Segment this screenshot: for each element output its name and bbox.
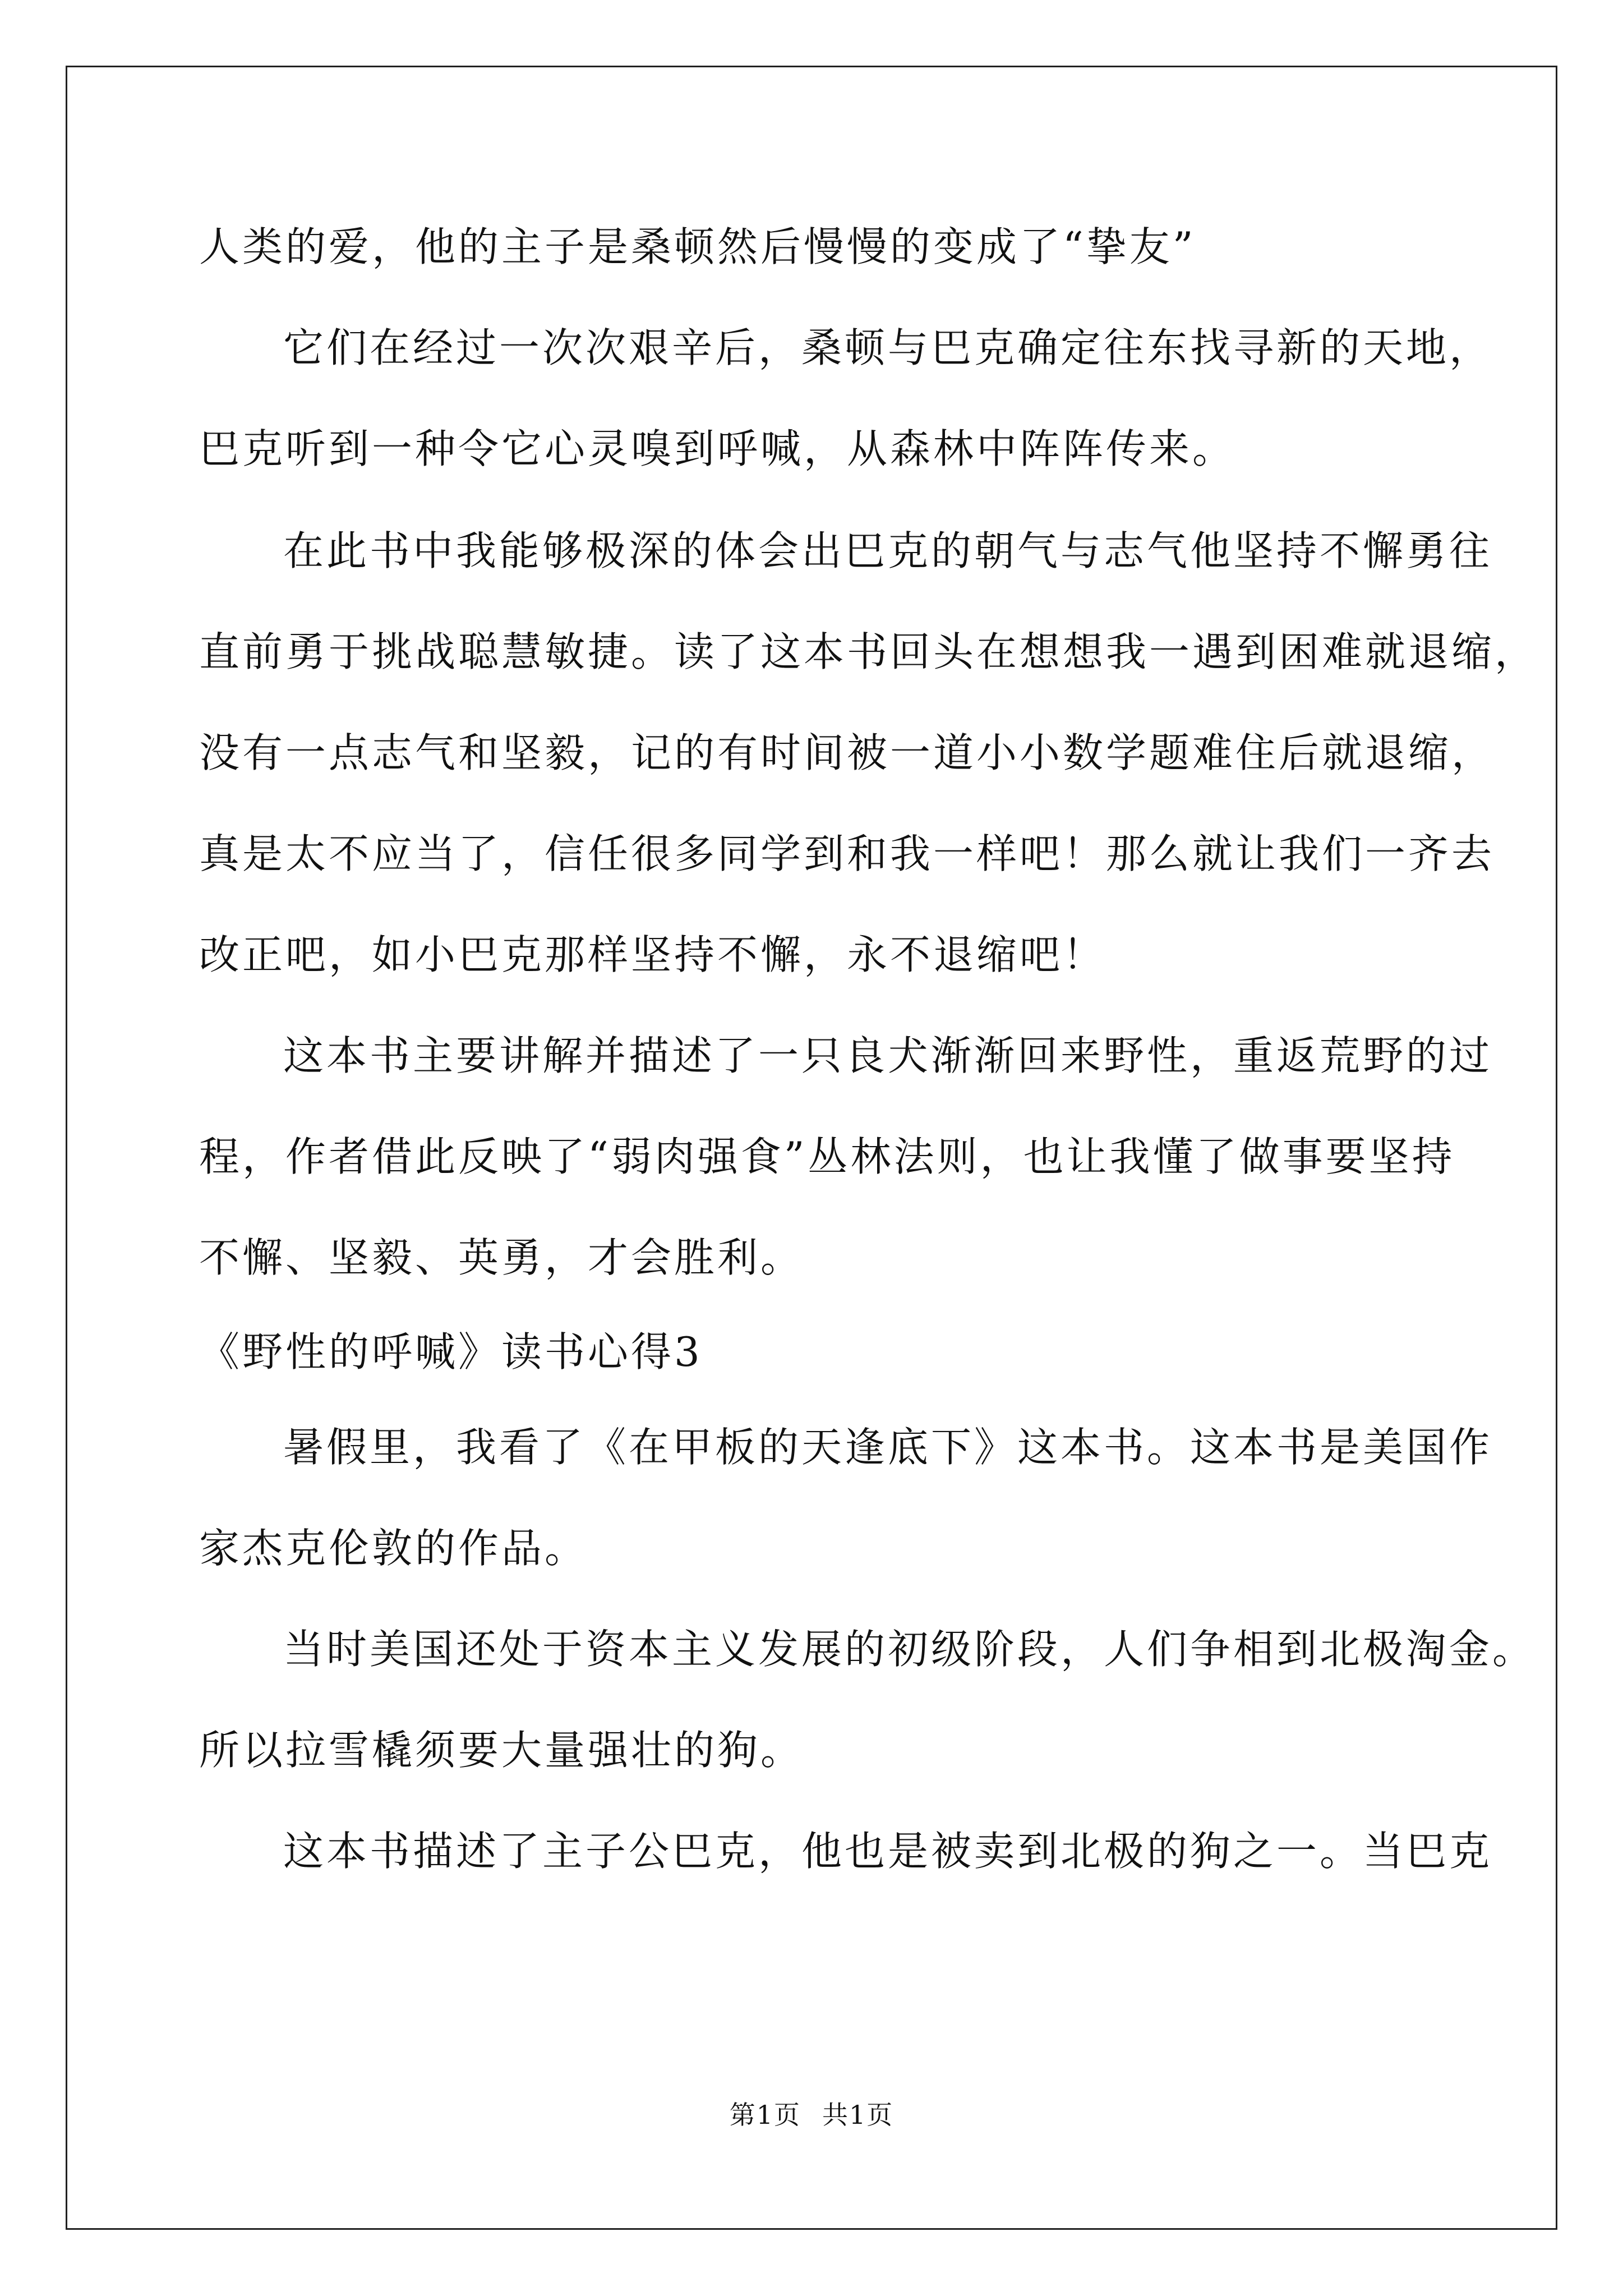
- page-footer: [0, 2098, 1623, 2132]
- text-line: 家杰克伦敦的作品。: [199, 1525, 588, 1572]
- text-line: 不懈、坚毅、英勇，才会胜利。: [199, 1234, 804, 1281]
- text-line: 在此书中我能够极深的体会出巴克的朝气与志气他坚持不懈勇往: [283, 527, 1493, 574]
- text-line: 改正吧，如小巴克那样坚持不懈，永不退缩吧！: [199, 931, 1106, 978]
- text-line: 真是太不应当了，信任很多同学到和我一样吧！那么就让我们一齐去: [199, 830, 1495, 877]
- text-line: 所以拉雪橇须要大量强壮的狗。: [199, 1727, 804, 1774]
- text-line: 这本书描述了主子公巴克，他也是被卖到北极的狗之一。当巴克: [283, 1828, 1493, 1875]
- text-line: 暑假里，我看了《在甲板的天逢底下》这本书。这本书是美国作: [283, 1424, 1493, 1471]
- page-number: 第1页: [729, 2100, 801, 2130]
- page-total: 共1页: [822, 2100, 894, 2130]
- text-line: 当时美国还处于资本主义发展的初级阶段，人们争相到北极淘金。: [283, 1626, 1536, 1673]
- text-line: 直前勇于挑战聪慧敏捷。读了这本书回头在想想我一遇到困难就退缩，: [199, 628, 1538, 675]
- section-heading: 《野性的呼喊》读书心得3: [199, 1328, 703, 1375]
- text-line: 人类的爱，他的主子是桑顿然后慢慢的变成了“挚友”: [199, 223, 1196, 270]
- text-line: 巴克听到一种令它心灵嗅到呼喊，从森林中阵阵传来。: [199, 425, 1236, 472]
- text-line: 没有一点志气和坚毅，记的有时间被一道小小数学题难住后就退缩，: [199, 729, 1495, 776]
- text-line: 它们在经过一次次艰辛后，桑顿与巴克确定往东找寻新的天地，: [283, 324, 1493, 371]
- text-line: 程，作者借此反映了“弱肉强食”丛林法则，也让我懂了做事要坚持: [199, 1133, 1455, 1180]
- text-line: 这本书主要讲解并描述了一只良犬渐渐回来野性，重返荒野的过: [283, 1032, 1493, 1079]
